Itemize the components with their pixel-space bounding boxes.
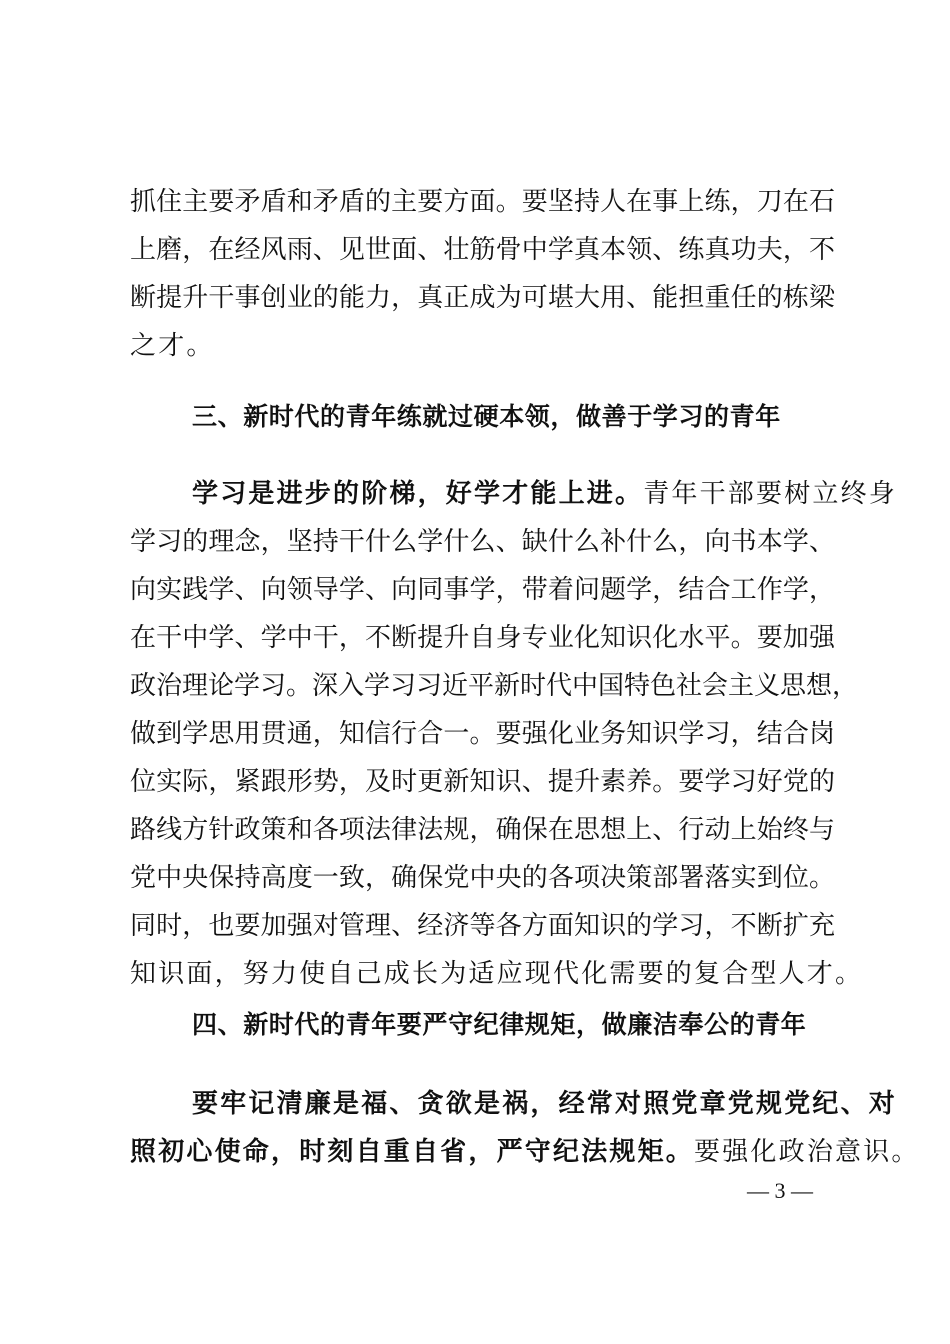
page-number: — 3 — [747,1178,813,1203]
paragraph-integrity [130,1080,920,1176]
section-heading-4: 四、新时代的青年要严守纪律规矩，做廉洁奉公的青年 [192,1010,807,1039]
paragraph-line: 断提升干事创业的能力，真正成为可堪大用、能担重任的栋梁 [130,283,835,313]
paragraph-line: 向实践学、向领导学、向同事学，带着问题学，结合工作学， [130,575,835,605]
paragraph-learning [130,470,898,998]
paragraph-line-rest: 青年干部要树立终身 [643,479,898,509]
paragraph-line: 学习的理念，坚持干什么学什么、缺什么补什么，向书本学、 [130,527,835,557]
paragraph-line: 抓住主要矛盾和矛盾的主要方面。要坚持人在事上练，刀在石 [130,187,835,217]
paragraph-first-line [130,470,898,518]
paragraph-line: 之才。 [130,331,215,361]
paragraph-line [130,1128,920,1176]
paragraph-line: 位实际，紧跟形势，及时更新知识、提升素养。要学习好党的 [130,767,835,797]
paragraph-line: 政治理论学习。深入学习习近平新时代中国特色社会主义思想， [130,671,859,701]
paragraph-lead-sentence: 照初心使命，时刻自重自省，严守纪法规矩。 [130,1137,695,1167]
paragraph-line: 在干中学、学中干，不断提升自身专业化知识化水平。要加强 [130,623,835,653]
paragraph-line: 党中央保持高度一致，确保党中央的各项决策部署落实到位。 [130,863,835,893]
paragraph-lead-sentence: 学习是进步的阶梯，好学才能上进。 [192,479,644,509]
paragraph-first-line: 要牢记清廉是福、贪欲是祸，经常对照党章党规党纪、对 [192,1089,898,1119]
paragraph-line: 做到学思用贯通，知信行合一。要强化业务知识学习，结合岗 [130,719,835,749]
paragraph-line: 知识面，努力使自己成长为适应现代化需要的复合型人才。 [130,959,864,989]
paragraph-line-rest: 要强化政治意识。 [694,1137,920,1167]
paragraph-line: 上磨，在经风雨、见世面、壮筋骨中学真本领、练真功夫，不 [130,235,835,265]
paragraph-line: 同时，也要加强对管理、经济等各方面知识的学习，不断扩充 [130,911,835,941]
paragraph-line: 路线方针政策和各项法律法规，确保在思想上、行动上始终与 [130,815,835,845]
paragraph-continuation [130,178,835,370]
section-heading-3: 三、新时代的青年练就过硬本领，做善于学习的青年 [192,402,781,431]
